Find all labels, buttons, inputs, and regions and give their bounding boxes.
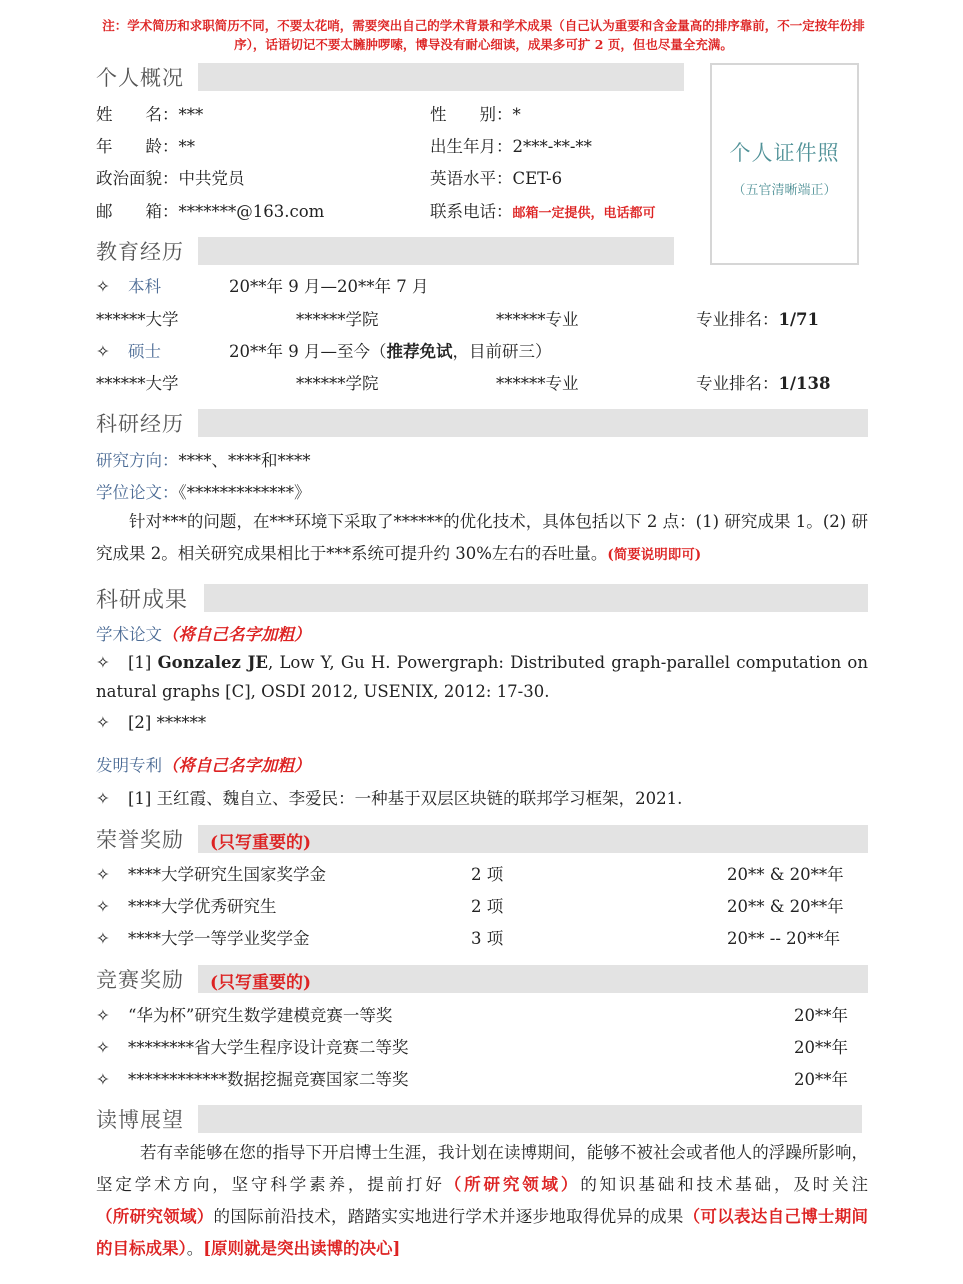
phone-value: 邮箱一定提供，电话都可 (512, 206, 656, 221)
paper-citation: , Low Y, Gu H. Powergraph: Distributed graph-parallel computation on natural graphs [C], OSDI 2012, USENIX, 2012: 17-30. (96, 653, 868, 701)
papers-heading (96, 621, 311, 645)
phone-label: 联系电话： (430, 202, 513, 221)
section-title-competitions: 竞赛奖励 (96, 968, 184, 992)
diamond-bullet-icon: ✧ (96, 789, 110, 808)
desc-text: 针对***的问题，在***环境下采取了******的优化技术，具体包括以下 2 点：(1) 研究成果 1。(2) 研究成果 2。相关研究成果相比于***系统可提升约 30%左右的吞吐量。 (96, 512, 868, 563)
section-title-personal: 个人概况 (96, 66, 184, 90)
papers-label: 学术论文 (96, 625, 162, 644)
honor-year: 20** & 20**年 (727, 865, 844, 884)
rank-label: 专业排名： (696, 374, 779, 393)
paper-author-bold: Gonzalez JE (157, 653, 268, 672)
honor-count: 2 项 (471, 865, 504, 884)
paper-text: [2] ****** (128, 713, 207, 732)
patent-1 (96, 785, 682, 809)
section-bar (198, 1105, 862, 1133)
edu-master-header (96, 338, 161, 362)
name-value: *** (178, 105, 204, 124)
age-label: 年 龄： (96, 137, 179, 156)
name-row (96, 101, 203, 125)
competition-item (96, 1066, 409, 1090)
competition-year: 20**年 (794, 1038, 848, 1057)
competition-item (96, 1002, 392, 1026)
competitions-note: (只写重要的) (210, 973, 312, 993)
honor-count: 3 项 (471, 929, 504, 948)
diamond-bullet-icon: ✧ (96, 1070, 110, 1089)
political-label: 政治面貌： (96, 169, 179, 188)
patents-note: （将自己名字加粗） (162, 756, 311, 775)
outlook-paragraph (96, 1137, 868, 1265)
edu-school: ******学院 (296, 310, 379, 329)
edu-bachelor-header (96, 273, 161, 297)
rank-label: 专业排名： (696, 310, 779, 329)
photo-title: 个人证件照 (729, 141, 840, 165)
direction-label: 研究方向： (96, 451, 179, 470)
outlook-highlight: （所研究领域） (444, 1175, 581, 1194)
diamond-bullet-icon: ✧ (96, 929, 110, 948)
photo-subtitle: （五官清晰端正） (732, 183, 837, 198)
thesis-value: 《*************》 (178, 483, 311, 502)
outlook-text: 的知识基础和技术基础，及时关注 (580, 1175, 869, 1194)
edu-school: ******学院 (296, 374, 379, 393)
diamond-bullet-icon: ✧ (96, 865, 110, 884)
degree-label: 本科 (128, 277, 161, 296)
birth-row (430, 133, 592, 157)
section-title-research: 科研经历 (96, 412, 184, 436)
honor-year: 20** & 20**年 (727, 897, 844, 916)
outlook-highlight: （可以表达自己博士期间的目标成果） (96, 1207, 869, 1258)
honor-item (96, 893, 277, 917)
gender-value: * (512, 105, 521, 124)
papers-note: （将自己名字加粗） (162, 625, 311, 644)
section-title-achievements: 科研成果 (96, 588, 189, 613)
edu-rank (696, 306, 819, 330)
honor-name: ****大学优秀研究生 (128, 897, 277, 916)
edu-period (229, 338, 551, 362)
section-title-outlook: 读博展望 (96, 1108, 184, 1132)
top-note: 注：学术简历和求职简历不同，不要太花哨，需要突出自己的学术背景和学术成果（自己认为重要和含金量高的排序靠前，不一定按年份排序），话语切记不要太臃肿啰嗦，博导没有耐心细读，成果多可扩 2 页，但也尽量全充满。 (102, 18, 865, 52)
email-value: *******@163.com (178, 202, 325, 221)
honor-name: ****大学研究生国家奖学金 (128, 865, 326, 884)
section-bar (198, 409, 868, 437)
rank-value: 1/71 (778, 310, 819, 329)
research-description (96, 506, 868, 571)
section-title-education: 教育经历 (96, 240, 184, 264)
section-title-honors: 荣誉奖励 (96, 828, 184, 852)
section-bar (198, 63, 684, 91)
competition-year: 20**年 (794, 1006, 848, 1025)
email-label: 邮 箱： (96, 202, 179, 221)
birth-label: 出生年月： (430, 137, 513, 156)
english-row (430, 165, 562, 189)
competition-name: “华为杯”研究生数学建模竞赛一等奖 (128, 1006, 393, 1025)
outlook-text: 若有幸能够在您的指导下开启博士生涯，我计划在读博期间，能够不被社会或者他人的浮躁所影响，坚定学术方向，坚守科学素养，提前打好 (96, 1143, 868, 1194)
period-bold: 推荐免试 (386, 342, 453, 361)
political-row (96, 165, 245, 189)
patents-heading (96, 752, 311, 776)
patents-label: 发明专利 (96, 756, 162, 775)
name-label: 姓 名： (96, 105, 179, 124)
patent-text: [1] 王红霞、魏自立、李爱民：一种基于双层区块链的联邦学习框架，2021. (128, 789, 683, 808)
edu-major: ******专业 (496, 374, 579, 393)
outlook-text: 的国际前沿技术，踏踏实实地进行学术并逐步地取得优异的成果 (213, 1207, 684, 1226)
edu-university: ******大学 (96, 374, 179, 393)
thesis-label: 学位论文： (96, 483, 179, 502)
honor-item (96, 925, 310, 949)
period-text: 20**年 9 月—至今（ (229, 342, 387, 361)
research-direction (96, 447, 311, 471)
diamond-bullet-icon: ✧ (96, 713, 110, 732)
direction-value: ****、****和**** (178, 451, 311, 470)
email-row (96, 198, 324, 222)
section-bar (198, 237, 674, 265)
diamond-bullet-icon: ✧ (96, 1006, 110, 1025)
honor-count: 2 项 (471, 897, 504, 916)
honor-name: ****大学一等学业奖学金 (128, 929, 310, 948)
honors-note: (只写重要的) (210, 833, 312, 853)
political-value: 中共党员 (178, 169, 245, 188)
edu-rank (696, 370, 830, 394)
honor-year: 20** -- 20**年 (727, 929, 841, 948)
edu-period: 20**年 9 月—20**年 7 月 (229, 277, 429, 296)
period-tail: ，目前研三） (452, 342, 552, 361)
english-label: 英语水平： (430, 169, 513, 188)
competition-name: ************数据挖掘竞赛国家二等奖 (128, 1070, 409, 1089)
age-value: ** (178, 137, 195, 156)
diamond-bullet-icon: ✧ (96, 277, 110, 296)
paper-2 (96, 713, 206, 732)
phone-row (430, 198, 656, 222)
honor-item (96, 861, 326, 885)
competition-year: 20**年 (794, 1070, 848, 1089)
diamond-bullet-icon: ✧ (96, 897, 110, 916)
section-bar (204, 584, 868, 612)
gender-row (430, 101, 521, 125)
id-photo-placeholder (710, 63, 859, 265)
desc-note: (简要说明即可) (607, 547, 702, 563)
competition-item (96, 1034, 409, 1058)
degree-label: 硕士 (128, 342, 161, 361)
age-row (96, 133, 195, 157)
diamond-bullet-icon: ✧ (96, 1038, 110, 1057)
outlook-highlight: （所研究领域） (96, 1207, 214, 1226)
thesis (96, 479, 311, 503)
paper-1 (96, 648, 868, 706)
diamond-bullet-icon: ✧ (96, 653, 110, 672)
edu-major: ******专业 (496, 310, 579, 329)
outlook-highlight: [原则就是突出读博的决心] (203, 1239, 401, 1258)
paper-index: [1] (128, 653, 152, 672)
birth-value: 2***-**-** (512, 137, 592, 156)
diamond-bullet-icon: ✧ (96, 342, 110, 361)
competition-name: ********省大学生程序设计竞赛二等奖 (128, 1038, 409, 1057)
english-value: CET-6 (512, 169, 563, 188)
outlook-text: 。 (186, 1239, 204, 1258)
gender-label: 性 别： (430, 105, 513, 124)
edu-university: ******大学 (96, 310, 179, 329)
rank-value: 1/138 (778, 374, 831, 393)
